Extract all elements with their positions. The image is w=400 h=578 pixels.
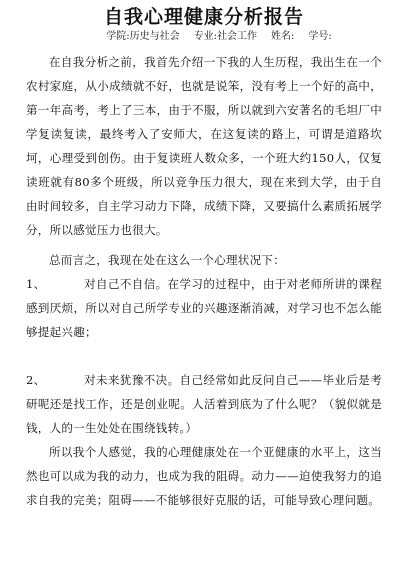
major-field: 专业:社会工作 <box>193 31 257 42</box>
summary-paragraph: 总而言之，我现在处在这么一个心理状况下： <box>49 253 285 267</box>
school-field: 学院:历史与社会 <box>106 31 180 42</box>
student-id-field: 学号: <box>308 31 332 42</box>
list-item <box>26 272 382 344</box>
list-item-number: 1、 <box>26 277 46 291</box>
closing-paragraph: 所以我个人感觉，我的心理健康处在一个亚健康的水平上，这当然也可以成为我的动力，也成为我的阻碍。动力——迫使我努力的追求自我的完美；阻碍——不能够很好克服的话，可能导致心理问题。 <box>26 445 382 507</box>
list-item-text: 对未来犹豫不决。自己经常如此反问自己——毕业后是考研呢还是找工作，还是创业呢。人活着到底为了什么呢？（貌似就是钱，人的一生处处在围绕钱转。） <box>26 373 382 435</box>
document-meta <box>26 30 382 44</box>
name-field: 姓名: <box>271 31 295 42</box>
list-item-number: 2、 <box>26 373 46 387</box>
intro-paragraph: 在自我分析之前，我首先介绍一下我的人生历程，我出生在一个农村家庭，从小成绩就不好，也就是说笨，没有考上一个好的高中，第一年高考，考上了三本，由于不服，所以就到六安著名的毛坦厂中学复读复读，最终考入了安师大，在这复读的路上，可谓是道路坎坷，心理受到创伤。由于复读班人数众多，一个班大约150人，仅复读班就有80多个班级，所以竞争压力很大，现在来到大学，由于自由时间较多，自主学习动力下降，成绩下降，又要搞什么素质拓展学分，所以感觉压力也很大。 <box>26 55 382 237</box>
list-item <box>26 368 382 440</box>
spacer <box>26 344 382 368</box>
list-item-text: 对自己不自信。在学习的过程中，由于对老师所讲的课程感到厌烦，所以对自己所学专业的兴趣逐渐消减，对学习也不怎么能够提起兴趣； <box>26 277 382 339</box>
document-title: 自我心理健康分析报告 <box>103 6 304 28</box>
